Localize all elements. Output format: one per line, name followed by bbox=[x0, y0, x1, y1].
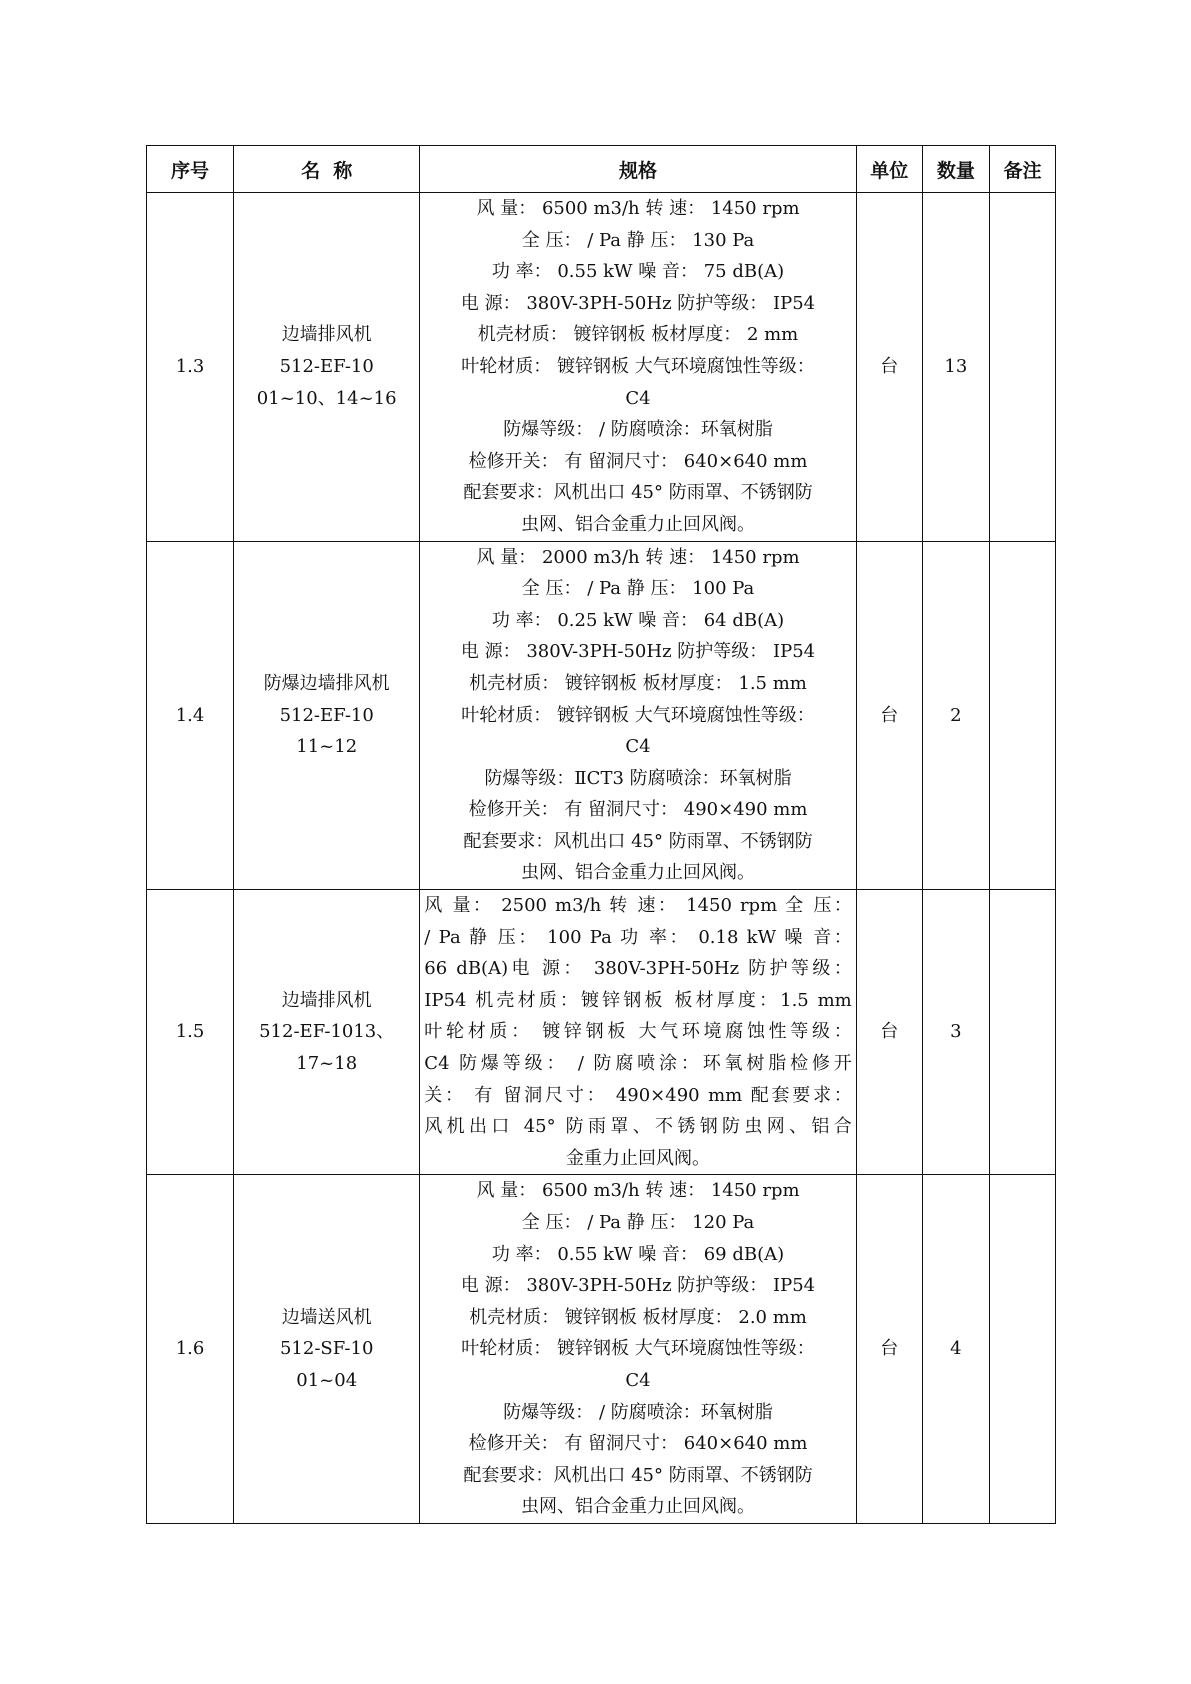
spec-line: 叶轮材质： 镀锌钢板 大气环境腐蚀性等级： bbox=[461, 355, 815, 377]
row-no: 1.5 bbox=[147, 890, 234, 1175]
spec-line: 金重力止回风阀。 bbox=[566, 1147, 711, 1169]
name-line: 512-SF-10 bbox=[279, 1338, 374, 1360]
spec-line: 关： 有 留洞尺寸： 490×490 mm 配套要求： bbox=[424, 1084, 852, 1106]
row-qty: 2 bbox=[922, 541, 989, 890]
name-line: 01~10、14~16 bbox=[256, 387, 397, 409]
spec-line: 机壳材质： 镀锌钢板 板材厚度： 2 mm bbox=[477, 324, 799, 346]
row-no: 1.3 bbox=[147, 193, 234, 542]
spec-line: 叶轮材质： 镀锌钢板 大气环境腐蚀性等级： bbox=[461, 704, 815, 726]
row-note bbox=[989, 1175, 1055, 1524]
row-name bbox=[234, 541, 420, 890]
equipment-spec-table bbox=[146, 145, 1056, 1524]
row-unit: 台 bbox=[856, 1175, 922, 1524]
row-qty: 3 bbox=[922, 890, 989, 1175]
spec-line: 防爆等级： / 防腐喷涂：环氧树脂 bbox=[503, 419, 773, 441]
name-line: 17~18 bbox=[296, 1053, 358, 1075]
spec-line: 虫网、铝合金重力止回风阀。 bbox=[521, 862, 756, 884]
spec-line: 电 源： 380V-3PH-50Hz 防护等级： IP54 bbox=[460, 292, 816, 314]
name-line: 11~12 bbox=[296, 736, 358, 758]
name-line: 01~04 bbox=[296, 1369, 358, 1391]
table-row bbox=[147, 541, 1056, 890]
spec-line: C4 防爆等级： / 防腐喷涂：环氧树脂检修开 bbox=[424, 1053, 852, 1075]
row-spec bbox=[420, 541, 856, 890]
spec-line: 检修开关： 有 留洞尺寸： 640×640 mm bbox=[468, 450, 808, 472]
spec-line: 机壳材质： 镀锌钢板 板材厚度： 2.0 mm bbox=[469, 1306, 807, 1328]
spec-line: C4 bbox=[625, 736, 651, 758]
spec-line: 电 源： 380V-3PH-50Hz 防护等级： IP54 bbox=[460, 1275, 816, 1297]
spec-line: 防爆等级： / 防腐喷涂：环氧树脂 bbox=[503, 1401, 773, 1423]
row-spec bbox=[420, 1175, 856, 1524]
spec-line: 配套要求：风机出口 45° 防雨罩、不锈钢防 bbox=[463, 1464, 813, 1486]
spec-line: 虫网、铝合金重力止回风阀。 bbox=[521, 513, 756, 535]
spec-line: 风 量： 6500 m3/h 转 速： 1450 rpm bbox=[476, 1180, 800, 1202]
spec-line: 风机出口 45° 防雨罩、不锈钢防虫网、铝合 bbox=[424, 1116, 852, 1138]
spec-line: 全 压： / Pa 静 压： 130 Pa bbox=[521, 229, 755, 251]
row-name bbox=[234, 890, 420, 1175]
name-line: 边墙排风机 bbox=[281, 989, 372, 1011]
spec-line: 风 量： 6500 m3/h 转 速： 1450 rpm bbox=[476, 198, 800, 219]
name-line: 512-EF-1013、 bbox=[259, 1021, 395, 1043]
spec-line: 风 量： 2000 m3/h 转 速： 1450 rpm bbox=[476, 546, 800, 568]
spec-line: 配套要求：风机出口 45° 防雨罩、不锈钢防 bbox=[463, 830, 813, 852]
spec-line: 配套要求：风机出口 45° 防雨罩、不锈钢防 bbox=[463, 482, 813, 504]
spec-line: 全 压： / Pa 静 压： 100 Pa bbox=[521, 578, 755, 600]
table-row bbox=[147, 193, 1056, 542]
row-no: 1.6 bbox=[147, 1175, 234, 1524]
spec-line: / Pa 静 压： 100 Pa 功 率： 0.18 kW 噪 音： bbox=[424, 926, 852, 948]
table-row bbox=[147, 1175, 1056, 1524]
header-spec: 规格 bbox=[420, 146, 856, 193]
spec-line: 66 dB(A)电 源： 380V-3PH-50Hz 防护等级： bbox=[424, 958, 852, 980]
header-unit: 单位 bbox=[856, 146, 922, 193]
spec-line: 功 率： 0.55 kW 噪 音： 75 dB(A) bbox=[491, 261, 785, 283]
spec-line: 功 率： 0.25 kW 噪 音： 64 dB(A) bbox=[491, 609, 785, 631]
row-no: 1.4 bbox=[147, 541, 234, 890]
row-note bbox=[989, 890, 1055, 1175]
spec-line: 防爆等级：ⅡCT3 防腐喷涂：环氧树脂 bbox=[484, 767, 792, 789]
row-unit: 台 bbox=[856, 890, 922, 1175]
spec-line: 虫网、铝合金重力止回风阀。 bbox=[521, 1496, 756, 1518]
table-row bbox=[147, 890, 1056, 1175]
spec-line: 全 压： / Pa 静 压： 120 Pa bbox=[521, 1212, 755, 1233]
row-qty: 13 bbox=[922, 193, 989, 542]
spec-line: C4 bbox=[625, 387, 651, 409]
row-unit: 台 bbox=[856, 193, 922, 542]
name-line: 512-EF-10 bbox=[279, 704, 374, 726]
spec-line: 检修开关： 有 留洞尺寸： 490×490 mm bbox=[468, 799, 808, 821]
header-qty: 数量 bbox=[922, 146, 989, 193]
spec-line: 机壳材质： 镀锌钢板 板材厚度： 1.5 mm bbox=[469, 672, 807, 694]
spec-line: IP54 机壳材质：镀锌钢板 板材厚度：1.5 mm bbox=[424, 989, 852, 1011]
name-line: 512-EF-10 bbox=[279, 355, 374, 377]
table-header-row bbox=[147, 146, 1056, 193]
row-name bbox=[234, 1175, 420, 1524]
header-name: 名 称 bbox=[234, 146, 420, 193]
spec-line: 叶轮材质： 镀锌钢板 大气环境腐蚀性等级： bbox=[461, 1338, 815, 1360]
row-spec bbox=[420, 890, 856, 1175]
row-spec bbox=[420, 193, 856, 542]
spec-line: 风 量： 2500 m3/h 转 速： 1450 rpm 全 压： bbox=[424, 895, 852, 917]
row-unit: 台 bbox=[856, 541, 922, 890]
spec-line: C4 bbox=[625, 1369, 651, 1391]
row-note bbox=[989, 541, 1055, 890]
row-qty: 4 bbox=[922, 1175, 989, 1524]
name-line: 边墙排风机 bbox=[281, 324, 372, 346]
name-line: 边墙送风机 bbox=[281, 1306, 372, 1328]
spec-line: 叶轮材质： 镀锌钢板 大气环境腐蚀性等级： bbox=[424, 1021, 852, 1043]
header-no: 序号 bbox=[147, 146, 234, 193]
row-note bbox=[989, 193, 1055, 542]
name-line: 防爆边墙排风机 bbox=[263, 672, 390, 694]
header-note: 备注 bbox=[989, 146, 1055, 193]
spec-line: 电 源： 380V-3PH-50Hz 防护等级： IP54 bbox=[460, 641, 816, 663]
spec-line: 检修开关： 有 留洞尺寸： 640×640 mm bbox=[468, 1433, 808, 1455]
row-name bbox=[234, 193, 420, 542]
spec-line: 功 率： 0.55 kW 噪 音： 69 dB(A) bbox=[491, 1243, 785, 1265]
